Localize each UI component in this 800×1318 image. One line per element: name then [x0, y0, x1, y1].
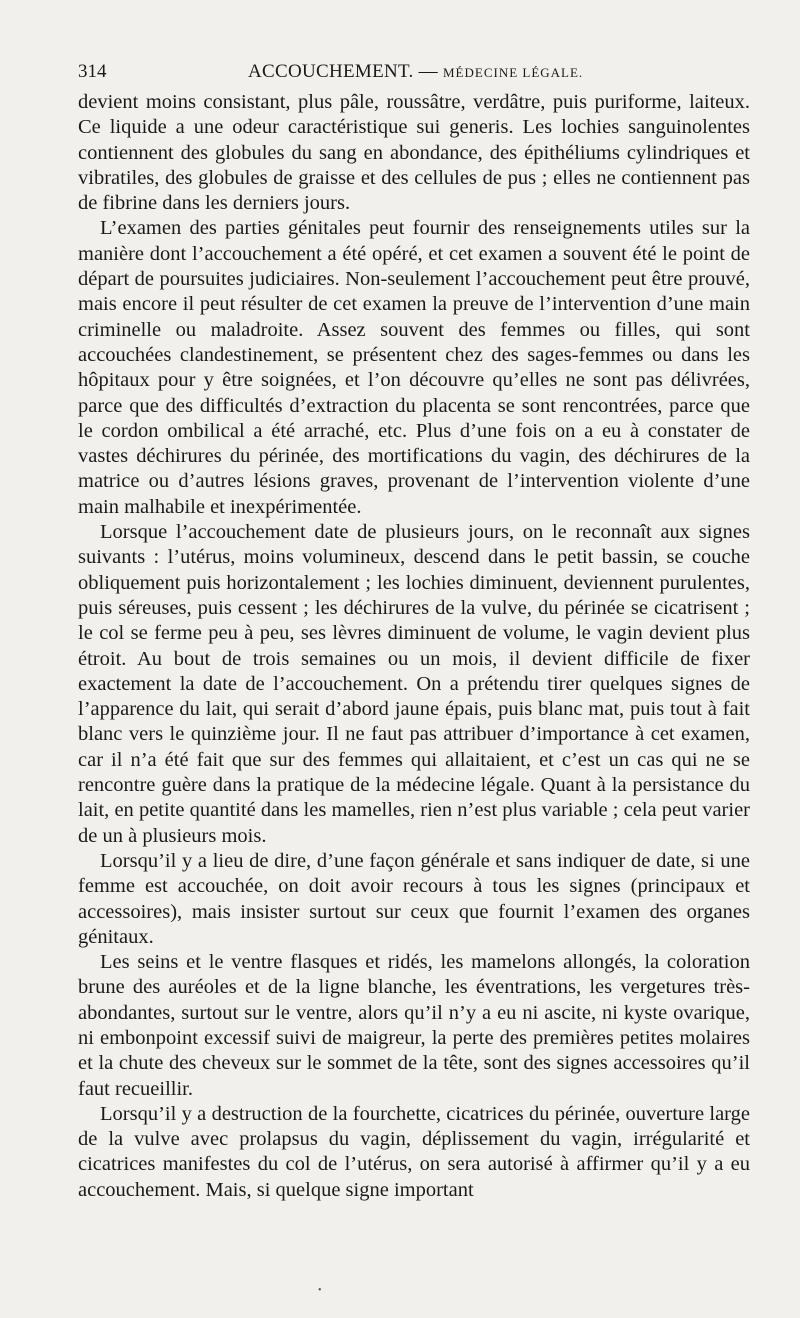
paragraph-4: Lorsqu’il y a lieu de dire, d’une façon générale et sans indiquer de date, si une femme est accouchée, on doit avoir recours à tous les signes (principaux et accessoires), mais insister surtout sur ceux que fournit l’examen des organes génitaux.: [78, 849, 750, 948]
print-mark: •: [318, 1285, 322, 1296]
running-title: [248, 58, 583, 87]
running-header: [78, 58, 750, 86]
body-text: [78, 90, 750, 1203]
running-title-main: ACCOUCHEMENT. —: [248, 61, 443, 82]
paragraph-2: L’examen des parties génitales peut fournir des renseignements utiles sur la manière dont l’accouchement a été opéré, et cet examen a souvent été le point de départ de poursuites judiciaires. Non-seulement l’accouchement peut être prouvé, mais encore il peut résulter de cet examen la preuve de l’intervention d’une main criminelle ou maladroite. Assez souvent des femmes ou filles, qui sont accouchées clandestinement, se présentent chez des sages-femmes ou dans les hôpitaux pour y être soignées, et l’on découvre qu’elles ne sont pas délivrées, parce que des difficultés d’extraction du placenta se sont rencontrées, parce que le cordon ombilical a été arraché, etc. Plus d’une fois on a eu à constater de vastes déchirures du périnée, des mortifications du vagin, des déchirures de la matrice ou d’autres lésions graves, provenant de l’intervention violente d’une main malhabile et inexpérimentée.: [78, 217, 750, 518]
paragraph-5: Les seins et le ventre flasques et ridés, les mamelons allongés, la coloration brune des auréoles et de la ligne blanche, les éventrations, les vergetures très-abondantes, surtout sur le ventre, alors qu’il n’y a eu ni ascite, ni kyste ovarique, ni embonpoint excessif suivi de maigreur, la perte des premières petites molaires et la chute des cheveux sur le sommet de la tête, sont des signes accessoires qu’il faut recueillir.: [78, 951, 750, 1100]
paragraph-3: Lorsque l’accouchement date de plusieurs jours, on le reconnaît aux signes suivants : l’utérus, moins volumineux, descend dans le petit bassin, se couche obliquement puis horizontalement ; les lochies diminuent, deviennent purulentes, puis séreuses, puis cessent ; les déchirures de la vulve, du périnée se cicatrisent ; le col se ferme peu à peu, ses lèvres diminuent de volume, le vagin devient plus étroit. Au bout de trois semaines ou un mois, il devient difficile de fixer exactement la date de l’accouchement. On a prétendu tirer quelques signes de l’apparence du lait, qui serait d’abord jaune épais, puis blanc mat, puis tout à fait blanc vers le quinzième jour. Il ne faut pas attribuer d’importance à cet examen, car il n’a été fait que sur des femmes qui allaitaient, et c’est un cas qui ne se rencontre guère dans la pratique de la médecine légale. Quant à la persistance du lait, en petite quantité dans les mamelles, rien n’est plus variable ; cela peut varier de un à plusieurs mois.: [78, 521, 750, 847]
page-number: 314: [78, 61, 107, 82]
paragraph-1: devient moins consistant, plus pâle, roussâtre, verdâtre, puis puriforme, laiteux. Ce liquide a une odeur caractéristique sui generis. Les lochies sanguinolentes contiennent des globules du sang en abondance, des épithéliums cylindriques et vibratiles, des globules de graisse et des cellules de pus ; elles ne contiennent pas de fibrine dans les derniers jours.: [78, 91, 750, 215]
paragraph-6: Lorsqu’il y a destruction de la fourchette, cicatrices du périnée, ouverture large de la vulve avec prolapsus du vagin, déplissement du vagin, irrégularité et cicatrices manifestes du col de l’utérus, on sera autorisé à affirmer qu’il y a eu accouchement. Mais, si quelque signe important: [78, 1102, 750, 1201]
running-title-subtitle: MÉDECINE LÉGALE.: [442, 65, 584, 80]
